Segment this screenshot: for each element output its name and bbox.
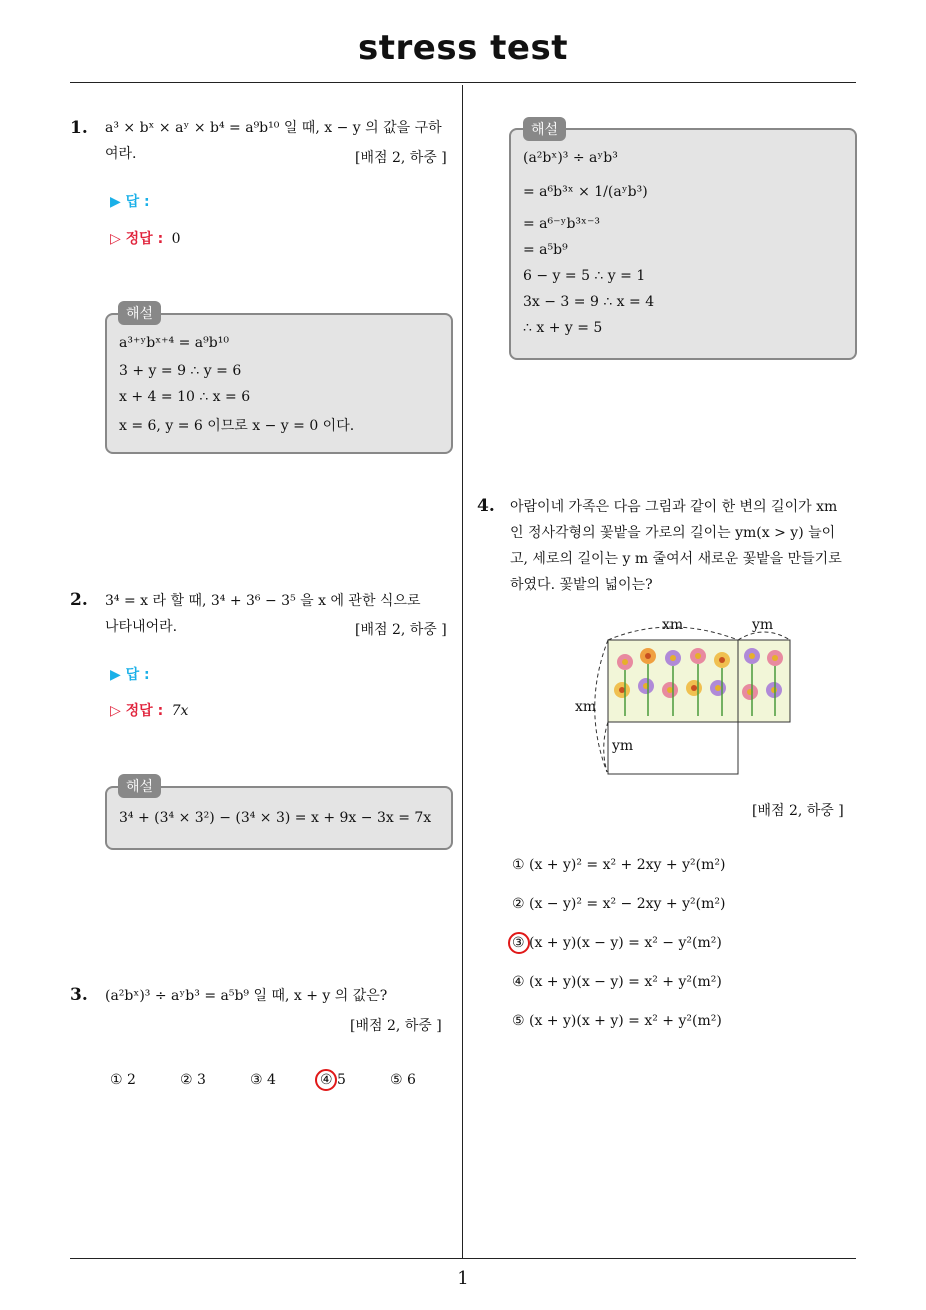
question-2-correct-row	[110, 700, 188, 720]
question-4-meta: [배점 2, 하중 ]	[752, 803, 844, 819]
answer-label: ▶ 답 :	[110, 667, 150, 683]
choice-3[interactable]: ③ (x + y)(x − y) = x² − y²(m²)	[512, 935, 722, 951]
solution-tag: 해설	[118, 774, 161, 798]
solution-line: = a⁶⁻ʸb³ˣ⁻³	[523, 216, 600, 232]
question-2-text-line1: 3⁴ = x 라 할 때, 3⁴ + 3⁶ − 3⁵ 을 x 에 관한 식으로	[105, 593, 421, 609]
question-4-text-line1: 아람이네 가족은 다음 그림과 같이 한 변의 길이가 xm	[510, 499, 838, 515]
solution-line: x = 6, y = 6 이므로 x − y = 0 이다.	[119, 418, 355, 434]
correct-value: 7x	[171, 703, 189, 719]
correct-value: 0	[171, 231, 181, 247]
footer-rule	[70, 1258, 856, 1259]
choice-4[interactable]: ④ (x + y)(x − y) = x² + y²(m²)	[512, 974, 722, 990]
question-1-meta: [배점 2, 하중 ]	[355, 150, 447, 166]
correct-label: ▷ 정답 :	[110, 703, 164, 719]
question-2-text-line2: 나타내어라.	[105, 619, 178, 635]
answer-label: ▶ 답 :	[110, 194, 150, 210]
figure-label-left-x: xm	[575, 699, 597, 715]
selected-answer-mark	[508, 932, 530, 954]
question-4-text-line2: 인 정사각형의 꽃밭을 가로의 길이는 ym(x > y) 늘이	[510, 525, 836, 541]
question-3-solution-box	[509, 128, 857, 360]
question-4-text-line3: 고, 세로의 길이는 y m 줄여서 새로운 꽃밭을 만들기로	[510, 551, 842, 567]
choice-1[interactable]: ① (x + y)² = x² + 2xy + y²(m²)	[512, 857, 726, 873]
choice-1[interactable]: ① 2	[110, 1072, 136, 1088]
question-2-answer-row[interactable]	[110, 664, 150, 684]
solution-line: 3⁴ + (3⁴ × 3²) − (3⁴ × 3) = x + 9x − 3x = 7x	[119, 810, 432, 826]
choice-5[interactable]: ⑤ (x + y)(x + y) = x² + y²(m²)	[512, 1013, 722, 1029]
choice-4[interactable]: ④ 5	[320, 1072, 346, 1088]
choice-2[interactable]: ② (x − y)² = x² − 2xy + y²(m²)	[512, 896, 726, 912]
question-3-meta: [배점 2, 하중 ]	[350, 1018, 442, 1034]
header-rule	[70, 82, 856, 83]
solution-line: x + 4 = 10 ∴ x = 6	[119, 389, 251, 405]
solution-line: 3x − 3 = 9 ∴ x = 4	[523, 294, 655, 310]
question-1-text-line2: 여라.	[105, 146, 137, 162]
question-1-answer-row[interactable]	[110, 191, 150, 211]
choice-5[interactable]: ⑤ 6	[390, 1072, 416, 1088]
solution-line: = a⁶b³ˣ × 1/(aʸb³)	[523, 184, 648, 200]
question-1-text-line1: a³ × bˣ × aʸ × b⁴ = a⁹b¹⁰ 일 때, x − y 의 값을 구하	[105, 120, 442, 136]
question-3-number: 3.	[70, 985, 88, 1005]
solution-tag: 해설	[523, 117, 566, 141]
solution-line: = a⁵b⁹	[523, 242, 568, 258]
question-1-solution-box	[105, 313, 453, 454]
question-3-text: (a²bˣ)³ ÷ aʸb³ = a⁵b⁹ 일 때, x + y 의 값은?	[105, 988, 388, 1004]
correct-label: ▷ 정답 :	[110, 231, 164, 247]
solution-line: 6 − y = 5 ∴ y = 1	[523, 268, 646, 284]
question-4-number: 4.	[477, 496, 495, 516]
page-title: stress test	[358, 28, 568, 68]
figure-label-top-x: xm	[662, 617, 684, 633]
question-4-text-line4: 하였다. 꽃밭의 넓이는?	[510, 577, 653, 593]
solution-line: ∴ x + y = 5	[523, 320, 603, 336]
question-1-correct-row	[110, 228, 181, 248]
flower-garden-figure	[570, 612, 810, 782]
column-divider	[462, 85, 463, 1258]
figure-label-left-y: ym	[612, 738, 634, 754]
question-1-number: 1.	[70, 118, 88, 138]
solution-line: a³⁺ʸbˣ⁺⁴ = a⁹b¹⁰	[119, 335, 229, 351]
selected-answer-mark	[315, 1069, 337, 1091]
question-2-number: 2.	[70, 590, 88, 610]
figure-label-top-y: ym	[752, 617, 774, 633]
solution-line: (a²bˣ)³ ÷ aʸb³	[523, 150, 618, 166]
question-2-meta: [배점 2, 하중 ]	[355, 622, 447, 638]
solution-tag: 해설	[118, 301, 161, 325]
page-number: 1	[457, 1268, 469, 1289]
choice-3[interactable]: ③ 4	[250, 1072, 276, 1088]
solution-line: 3 + y = 9 ∴ y = 6	[119, 363, 242, 379]
choice-2[interactable]: ② 3	[180, 1072, 206, 1088]
